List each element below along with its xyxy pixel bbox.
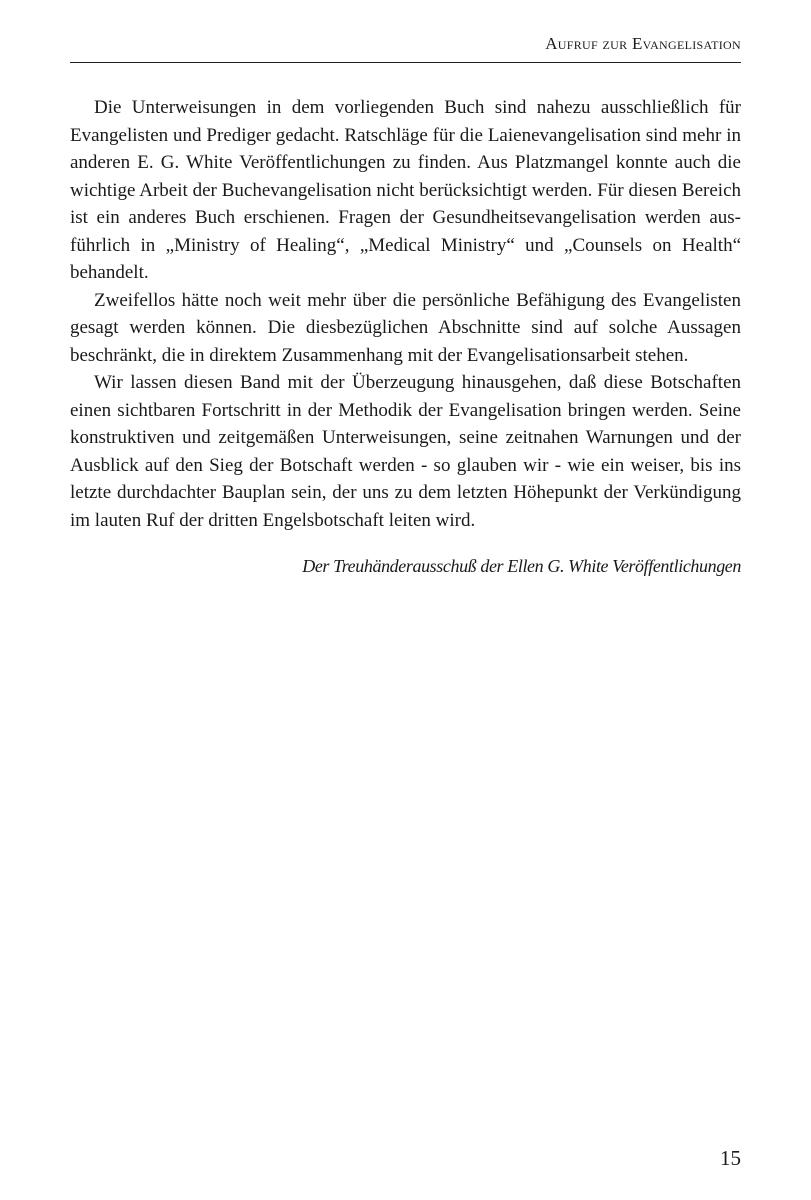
running-header [70, 30, 741, 63]
page-number: 15 [720, 1146, 741, 1170]
page-body [70, 94, 741, 577]
paragraph: Wir lassen diesen Band mit der Überzeugung hinausgehen, daß diese Botschaften einen sichtbaren Fortschritt in der Methodik der Evangelisation bringen werden. Seine konstruktiven und zeitgemäßen Unterweisungen, seine zeitnahen Warnungen und der Ausblick auf den Sieg der Botschaft werden - so glauben wir - wie ein weiser, bis ins letzte durchdachter Bauplan sein, der uns zu dem letzten Höhepunkt der Verkündigung im lauten Ruf der dritten Engelsbotschaft leiten wird. [70, 372, 741, 531]
running-title: Aufruf zur Evangelisation [545, 34, 741, 53]
paragraph: Die Unterweisungen in dem vorliegenden Buch sind nahezu ausschließlich für Evangelisten und Prediger gedacht. Ratschläge für die Laienevangelisation sind mehr in anderen E. G. White Veröffentlichungen zu finden. Aus Platzmangel konnte auch die wichtige Arbeit der Buchevangelisation nicht berücksichtigt werden. Für diesen Bereich ist ein anderes Buch erschienen. Fragen der Gesundheitsevangelisation werden ausführlich in „Ministry of Healing“, „Medical Ministry“ und „Counsels on Health“ behandelt. [70, 97, 741, 283]
paragraph: Zweifellos hätte noch weit mehr über die persönliche Befähigung des Evangelisten gesagt werden können. Die diesbezüglichen Abschnitte sind auf solche Aussagen beschränkt, die in direktem Zusammenhang mit der Evangelisationsarbeit stehen. [70, 289, 741, 366]
signature: Der Treuhänderausschuß der Ellen G. White Veröffentlichungen [302, 556, 741, 576]
